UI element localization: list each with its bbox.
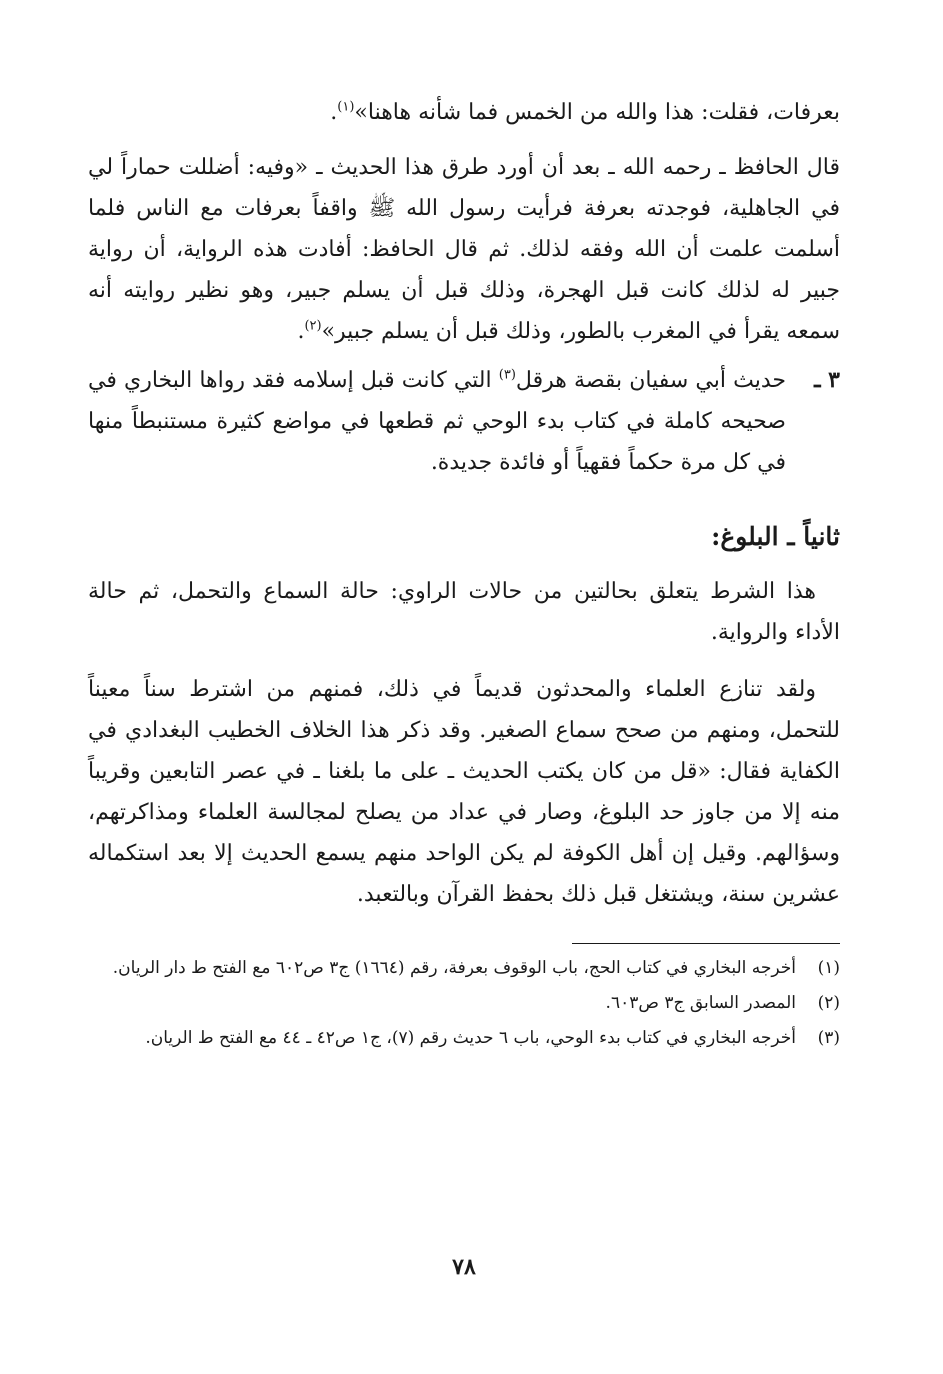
footnote-ref-2: (٢) (304, 318, 322, 334)
footnote-number: (٢) (817, 993, 840, 1013)
list-item-3 (88, 360, 840, 483)
footnote-text: المصدر السابق ج٣ ص٦٠٣. (605, 993, 796, 1013)
paragraph-2-text: قال الحافظ ـ رحمه الله ـ بعد أن أورد طرق هذا الحديث ـ «وفيه: أضللت حماراً لي في الجاهلية، فوجدته بعرفة فرأيت رسول الله ﷺ واقفاً بعرفات مع الناس فلما أسلمت علمت أن الله وفقه لذلك. ثم قال الحافظ: أفادت هذه الرواية، أن رواية جبير له لذلك كانت قبل الهجرة، وذلك قبل أن يسلم جبير، وهو نظير روايته أنه سمعه يقرأ في المغرب بالطور، وذلك قبل أن يسلم جبير» (88, 155, 840, 344)
footnote-2 (88, 989, 840, 1018)
paragraph-4: ولقد تنازع العلماء والمحدثون قديماً في ذلك، فمنهم من اشترط سناً معيناً للتحمل، ومنهم من صحح سماع الصغير. وقد ذكر هذا الخلاف الخطيب البغدادي في الكفاية فقال: «قل من كان يكتب الحديث ـ على ما بلغنا ـ في عصر التابعين وقريباً منه إلا من جاوز حد البلوغ، وصار في عداد من يصلح لمجالسة العلماء ومذاكرتهم، وسؤالهم. وقيل إن أهل الكوفة لم يكن الواحد منهم يسمع الحديث إلا بعد استكماله عشرين سنة، ويشتغل قبل ذلك بحفظ القرآن وبالتعبد. (88, 677, 840, 907)
list-item-body (88, 360, 786, 483)
footnote-3 (88, 1024, 840, 1053)
paragraph-2 (88, 147, 840, 352)
footnote-ref-3: (٣) (498, 367, 516, 383)
book-page (88, 92, 840, 1342)
list-item-text-b: التي كانت قبل إسلامه فقد رواها البخاري في صحيحه كاملة في كتاب بدء الوحي ثم قطعها في مواضع كثيرة مستنبطاً منها في كل مرة حكماً فقهياً أو فائدة جديدة. (88, 368, 786, 475)
footnote-text: أخرجه البخاري في كتاب الحج، باب الوقوف بعرفة، رقم (١٦٦٤) ج٣ ص٦٠٢ مع الفتح ط دار الريان. (112, 958, 796, 978)
section-heading: ثانياً ـ البلوغ: (711, 522, 840, 551)
list-item-number: ٣ ـ (814, 367, 840, 393)
footnote-1 (88, 954, 840, 983)
paragraph-1 (88, 92, 840, 133)
footnote-ref-1: (١) (337, 99, 355, 115)
footnote-text: أخرجه البخاري في كتاب بدء الوحي، باب ٦ حديث رقم (٧)، ج١ ص٤٢ ـ ٤٤ مع الفتح ط الريان. (145, 1028, 796, 1048)
footnote-number: (١) (817, 958, 840, 978)
list-item-text-a: حديث أبي سفيان بقصة هرقل (515, 368, 786, 393)
paragraph-1-text: بعرفات، فقلت: هذا والله من الخمس فما شأنه هاهنا» (354, 100, 840, 125)
footnote-number: (٣) (817, 1028, 840, 1048)
paragraph-2-end: . (297, 319, 305, 344)
paragraph-1-end: . (330, 100, 338, 125)
footnote-separator (572, 943, 840, 944)
paragraph-3: هذا الشرط يتعلق بحالتين من حالات الراوي: حالة السماع والتحمل، ثم حالة الأداء والرواية. (88, 579, 840, 645)
page-number: ٧٨ (452, 1254, 476, 1280)
